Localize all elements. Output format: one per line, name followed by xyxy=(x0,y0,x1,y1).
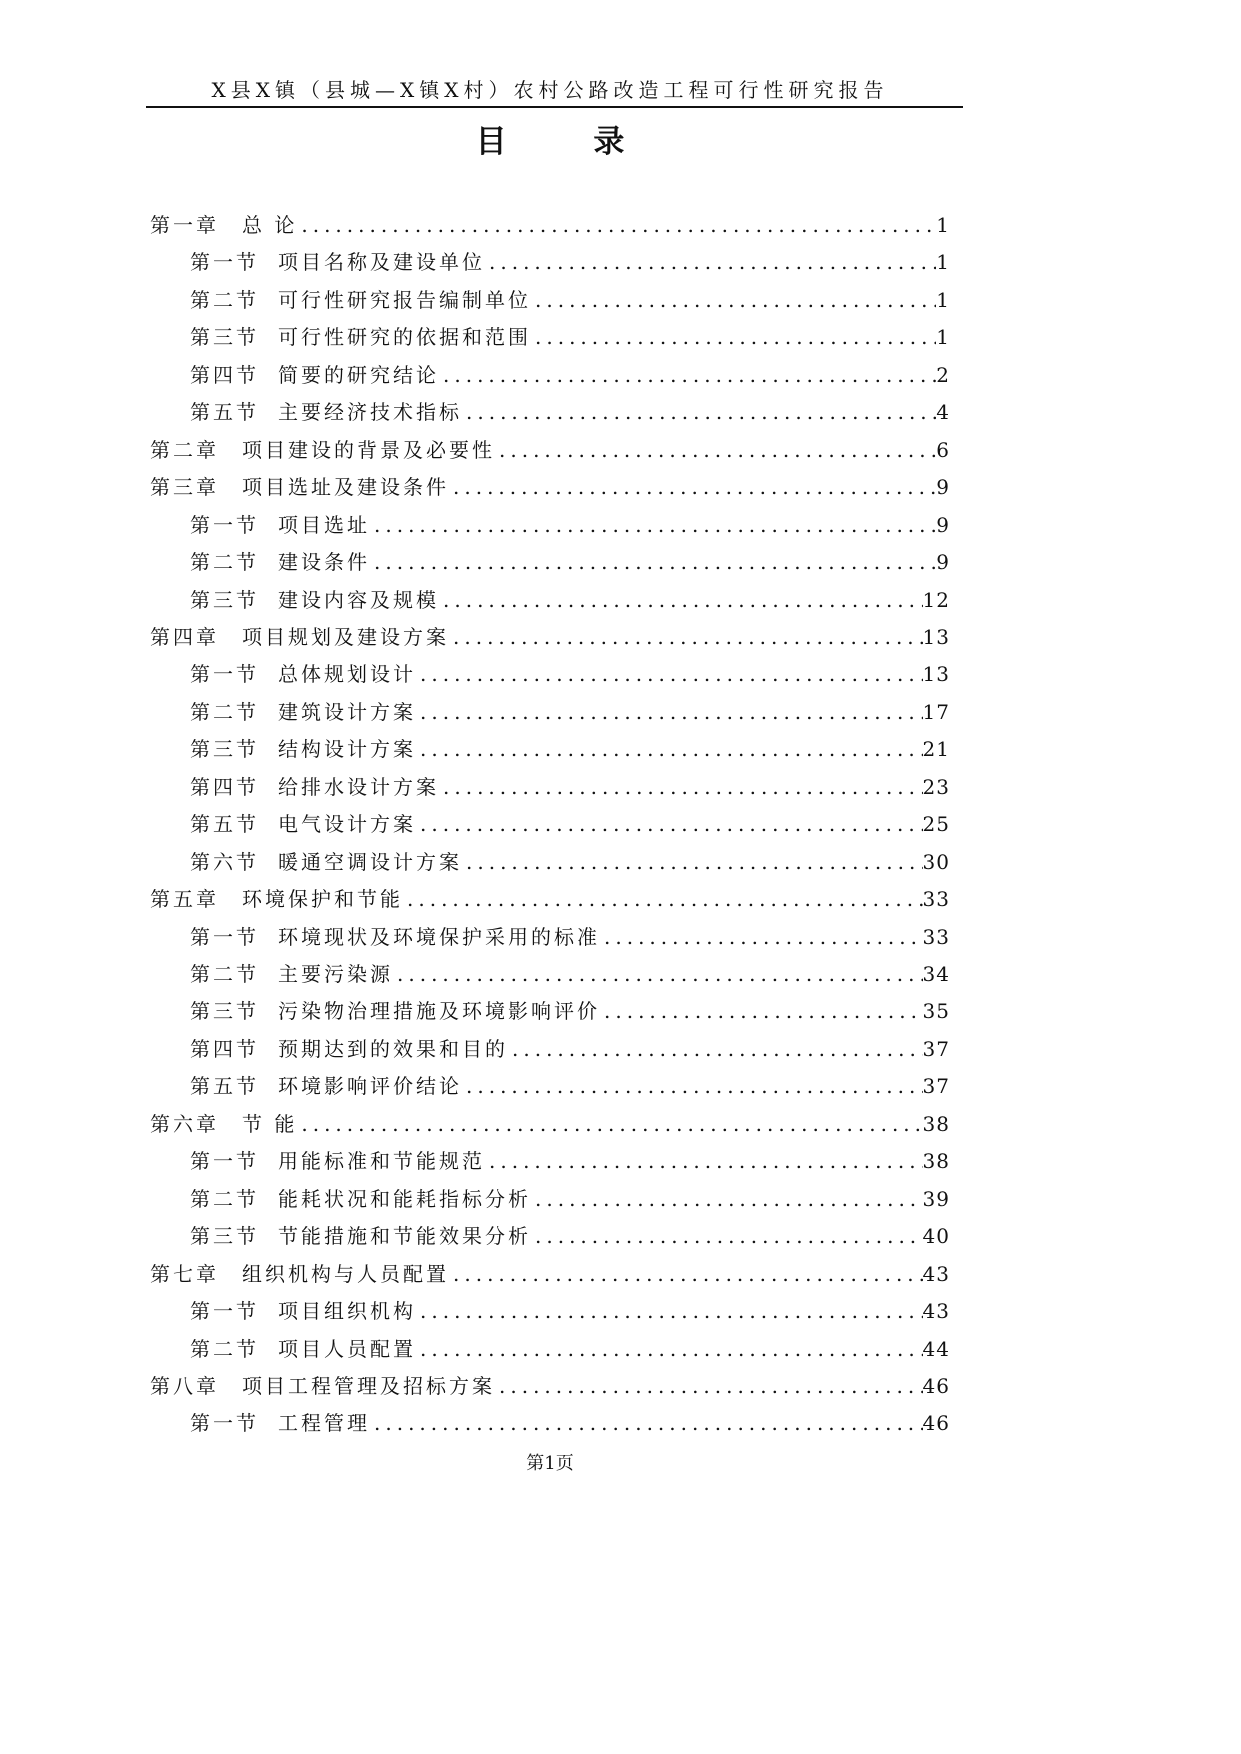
page-number-footer: 第1页 xyxy=(526,1453,574,1474)
toc-section-entry[interactable] xyxy=(190,919,950,955)
header-divider xyxy=(146,106,963,108)
toc-dot-leader xyxy=(531,319,936,355)
toc-page-number: 21 xyxy=(922,737,950,761)
toc-entry-title: 给排水设计方案 xyxy=(278,775,439,799)
toc-entry-title: 电气设计方案 xyxy=(278,812,416,836)
toc-dot-leader xyxy=(439,769,923,805)
toc-entry-number: 第四章 xyxy=(150,625,219,649)
toc-page-number: 9 xyxy=(936,513,950,537)
toc-page-number: 37 xyxy=(922,1074,950,1098)
toc-dot-leader xyxy=(439,582,923,618)
toc-page-number: 37 xyxy=(922,1037,950,1061)
toc-section-entry[interactable] xyxy=(190,1331,950,1367)
toc-entry-title: 节能措施和节能效果分析 xyxy=(278,1224,531,1248)
toc-entry-title: 项目组织机构 xyxy=(278,1299,416,1323)
toc-page-number: 33 xyxy=(922,887,950,911)
toc-page-number: 43 xyxy=(922,1299,950,1323)
toc-entry-title: 组织机构与人员配置 xyxy=(242,1262,449,1286)
running-header: X县X镇（县城—X镇X村）农村公路改造工程可行性研究报告 xyxy=(211,78,889,102)
toc-entry-number: 第一节 xyxy=(190,513,259,537)
toc-dot-leader xyxy=(600,993,923,1029)
toc-entry-title: 总体规划设计 xyxy=(278,662,416,686)
toc-dot-leader xyxy=(508,1031,923,1067)
toc-entry-number: 第二节 xyxy=(190,962,259,986)
toc-chapter-entry[interactable] xyxy=(150,1256,950,1292)
toc-entry-number: 第三节 xyxy=(190,588,259,612)
toc-entry-title: 建设条件 xyxy=(278,550,370,574)
toc-entry-title: 简要的研究结论 xyxy=(278,363,439,387)
toc-entry-number: 第一节 xyxy=(190,1299,259,1323)
toc-section-entry[interactable] xyxy=(190,394,950,430)
toc-entry-number: 第一节 xyxy=(190,1149,259,1173)
toc-entry-title: 环境影响评价结论 xyxy=(278,1074,462,1098)
toc-entry-title: 可行性研究报告编制单位 xyxy=(278,288,531,312)
toc-dot-leader xyxy=(449,619,923,655)
toc-section-entry[interactable] xyxy=(190,1143,950,1179)
toc-entry-title: 项目建设的背景及必要性 xyxy=(242,438,495,462)
toc-entry-number: 第六章 xyxy=(150,1112,219,1136)
toc-dot-leader xyxy=(416,1331,923,1367)
toc-entry-title: 预期达到的效果和目的 xyxy=(278,1037,508,1061)
toc-dot-leader xyxy=(462,844,923,880)
toc-entry-number: 第二节 xyxy=(190,288,259,312)
toc-entry-number: 第五节 xyxy=(190,812,259,836)
toc-section-entry[interactable] xyxy=(190,993,950,1029)
toc-section-entry[interactable] xyxy=(190,507,950,543)
toc-section-entry[interactable] xyxy=(190,844,950,880)
toc-entry-number: 第二节 xyxy=(190,700,259,724)
toc-section-entry[interactable] xyxy=(190,731,950,767)
toc-entry-title: 项目人员配置 xyxy=(278,1337,416,1361)
toc-section-entry[interactable] xyxy=(190,1405,950,1441)
toc-dot-leader xyxy=(370,544,936,580)
toc-entry-title: 项目名称及建设单位 xyxy=(278,250,485,274)
toc-page-number: 25 xyxy=(922,812,950,836)
toc-entry-title: 环境保护和节能 xyxy=(242,887,403,911)
toc-entry-number: 第一节 xyxy=(190,250,259,274)
toc-page-number: 38 xyxy=(922,1149,950,1173)
toc-dot-leader xyxy=(297,1106,922,1142)
toc-entry-number: 第三节 xyxy=(190,1224,259,1248)
toc-section-entry[interactable] xyxy=(190,656,950,692)
toc-page-number: 1 xyxy=(936,325,950,349)
toc-dot-leader xyxy=(462,1068,923,1104)
toc-page-number: 38 xyxy=(922,1112,950,1136)
toc-entry-title: 项目选址 xyxy=(278,513,370,537)
toc-entry-title: 建筑设计方案 xyxy=(278,700,416,724)
toc-entry-number: 第七章 xyxy=(150,1262,219,1286)
toc-dot-leader xyxy=(403,881,923,917)
toc-chapter-entry[interactable] xyxy=(150,881,950,917)
toc-entry-number: 第四节 xyxy=(190,363,259,387)
toc-dot-leader xyxy=(297,207,936,243)
toc-entry-title: 建设内容及规模 xyxy=(278,588,439,612)
toc-entry-title: 主要经济技术指标 xyxy=(278,400,462,424)
toc-page-number: 1 xyxy=(936,288,950,312)
toc-page-number: 6 xyxy=(936,438,950,462)
toc-entry-title: 节 能 xyxy=(242,1112,298,1136)
toc-dot-leader xyxy=(449,1256,923,1292)
toc-dot-leader xyxy=(416,1293,923,1329)
toc-entry-number: 第八章 xyxy=(150,1374,219,1398)
toc-entry-number: 第四节 xyxy=(190,775,259,799)
toc-page-number: 39 xyxy=(922,1187,950,1211)
toc-entry-number: 第三节 xyxy=(190,325,259,349)
toc-entry-number: 第一章 xyxy=(150,213,219,237)
toc-chapter-entry[interactable] xyxy=(150,619,950,655)
toc-entry-title: 环境现状及环境保护采用的标准 xyxy=(278,925,600,949)
toc-page-number: 1 xyxy=(936,213,950,237)
toc-dot-leader xyxy=(416,806,923,842)
toc-chapter-entry[interactable] xyxy=(150,469,950,505)
toc-entry-number: 第一节 xyxy=(190,925,259,949)
toc-section-entry[interactable] xyxy=(190,357,950,393)
toc-entry-title: 用能标准和节能规范 xyxy=(278,1149,485,1173)
toc-section-entry[interactable] xyxy=(190,1293,950,1329)
toc-section-entry[interactable] xyxy=(190,1218,950,1254)
toc-entry-number: 第二节 xyxy=(190,1187,259,1211)
toc-section-entry[interactable] xyxy=(190,1031,950,1067)
toc-entry-number: 第二章 xyxy=(150,438,219,462)
toc-chapter-entry[interactable] xyxy=(150,1368,950,1404)
toc-dot-leader xyxy=(485,1143,923,1179)
toc-entry-number: 第二节 xyxy=(190,550,259,574)
toc-page-number: 4 xyxy=(936,400,950,424)
toc-entry-title: 总 论 xyxy=(242,213,298,237)
toc-chapter-entry[interactable] xyxy=(150,432,950,468)
toc-entry-title: 污染物治理措施及环境影响评价 xyxy=(278,999,600,1023)
toc-section-entry[interactable] xyxy=(190,319,950,355)
toc-dot-leader xyxy=(416,656,923,692)
toc-dot-leader xyxy=(462,394,936,430)
toc-chapter-entry[interactable] xyxy=(150,207,950,243)
toc-page-number: 43 xyxy=(922,1262,950,1286)
toc-dot-leader xyxy=(531,282,936,318)
toc-page-number: 33 xyxy=(922,925,950,949)
toc-section-entry[interactable] xyxy=(190,1068,950,1104)
toc-dot-leader xyxy=(449,469,936,505)
toc-chapter-entry[interactable] xyxy=(150,1106,950,1142)
toc-entry-number: 第一节 xyxy=(190,1411,259,1435)
toc-section-entry[interactable] xyxy=(190,544,950,580)
toc-entry-number: 第四节 xyxy=(190,1037,259,1061)
toc-entry-number: 第一节 xyxy=(190,662,259,686)
toc-page-number: 2 xyxy=(936,363,950,387)
toc-entry-title: 结构设计方案 xyxy=(278,737,416,761)
toc-section-entry[interactable] xyxy=(190,244,950,280)
toc-page-number: 23 xyxy=(922,775,950,799)
toc-entry-title: 项目规划及建设方案 xyxy=(242,625,449,649)
toc-entry-title: 能耗状况和能耗指标分析 xyxy=(278,1187,531,1211)
toc-page-number: 34 xyxy=(922,962,950,986)
toc-entry-title: 主要污染源 xyxy=(278,962,393,986)
toc-entry-number: 第三节 xyxy=(190,737,259,761)
toc-dot-leader xyxy=(416,694,923,730)
toc-section-entry[interactable] xyxy=(190,956,950,992)
toc-page-number: 13 xyxy=(922,662,950,686)
toc-title: 目 录 xyxy=(475,124,663,160)
toc-entry-number: 第五节 xyxy=(190,400,259,424)
toc-section-entry[interactable] xyxy=(190,769,950,805)
toc-dot-leader xyxy=(495,1368,923,1404)
toc-entry-title: 暖通空调设计方案 xyxy=(278,850,462,874)
toc-dot-leader xyxy=(600,919,923,955)
toc-entry-title: 项目工程管理及招标方案 xyxy=(242,1374,495,1398)
toc-entry-number: 第三节 xyxy=(190,999,259,1023)
toc-page-number: 13 xyxy=(922,625,950,649)
toc-page-number: 40 xyxy=(922,1224,950,1248)
toc-page-number: 1 xyxy=(936,250,950,274)
toc-section-entry[interactable] xyxy=(190,582,950,618)
toc-entry-title: 工程管理 xyxy=(278,1411,370,1435)
toc-dot-leader xyxy=(370,507,936,543)
toc-entry-number: 第五章 xyxy=(150,887,219,911)
toc-entry-title: 可行性研究的依据和范围 xyxy=(278,325,531,349)
toc-page-number: 46 xyxy=(922,1374,950,1398)
toc-page-number: 46 xyxy=(922,1411,950,1435)
toc-entry-number: 第五节 xyxy=(190,1074,259,1098)
toc-page-number: 35 xyxy=(922,999,950,1023)
toc-page-number: 17 xyxy=(922,700,950,724)
toc-entry-number: 第三章 xyxy=(150,475,219,499)
toc-entry-number: 第六节 xyxy=(190,850,259,874)
toc-dot-leader xyxy=(495,432,936,468)
toc-page-number: 9 xyxy=(936,475,950,499)
toc-dot-leader xyxy=(531,1218,923,1254)
toc-dot-leader xyxy=(485,244,936,280)
toc-section-entry[interactable] xyxy=(190,282,950,318)
toc-dot-leader xyxy=(531,1181,923,1217)
toc-entry-number: 第二节 xyxy=(190,1337,259,1361)
toc-page-number: 30 xyxy=(922,850,950,874)
toc-section-entry[interactable] xyxy=(190,806,950,842)
toc-page-number: 44 xyxy=(922,1337,950,1361)
toc-dot-leader xyxy=(416,731,923,767)
toc-dot-leader xyxy=(439,357,936,393)
toc-page-number: 9 xyxy=(936,550,950,574)
toc-entry-title: 项目选址及建设条件 xyxy=(242,475,449,499)
toc-section-entry[interactable] xyxy=(190,1181,950,1217)
toc-section-entry[interactable] xyxy=(190,694,950,730)
toc-dot-leader xyxy=(393,956,923,992)
toc-dot-leader xyxy=(370,1405,923,1441)
toc-page-number: 12 xyxy=(922,588,950,612)
